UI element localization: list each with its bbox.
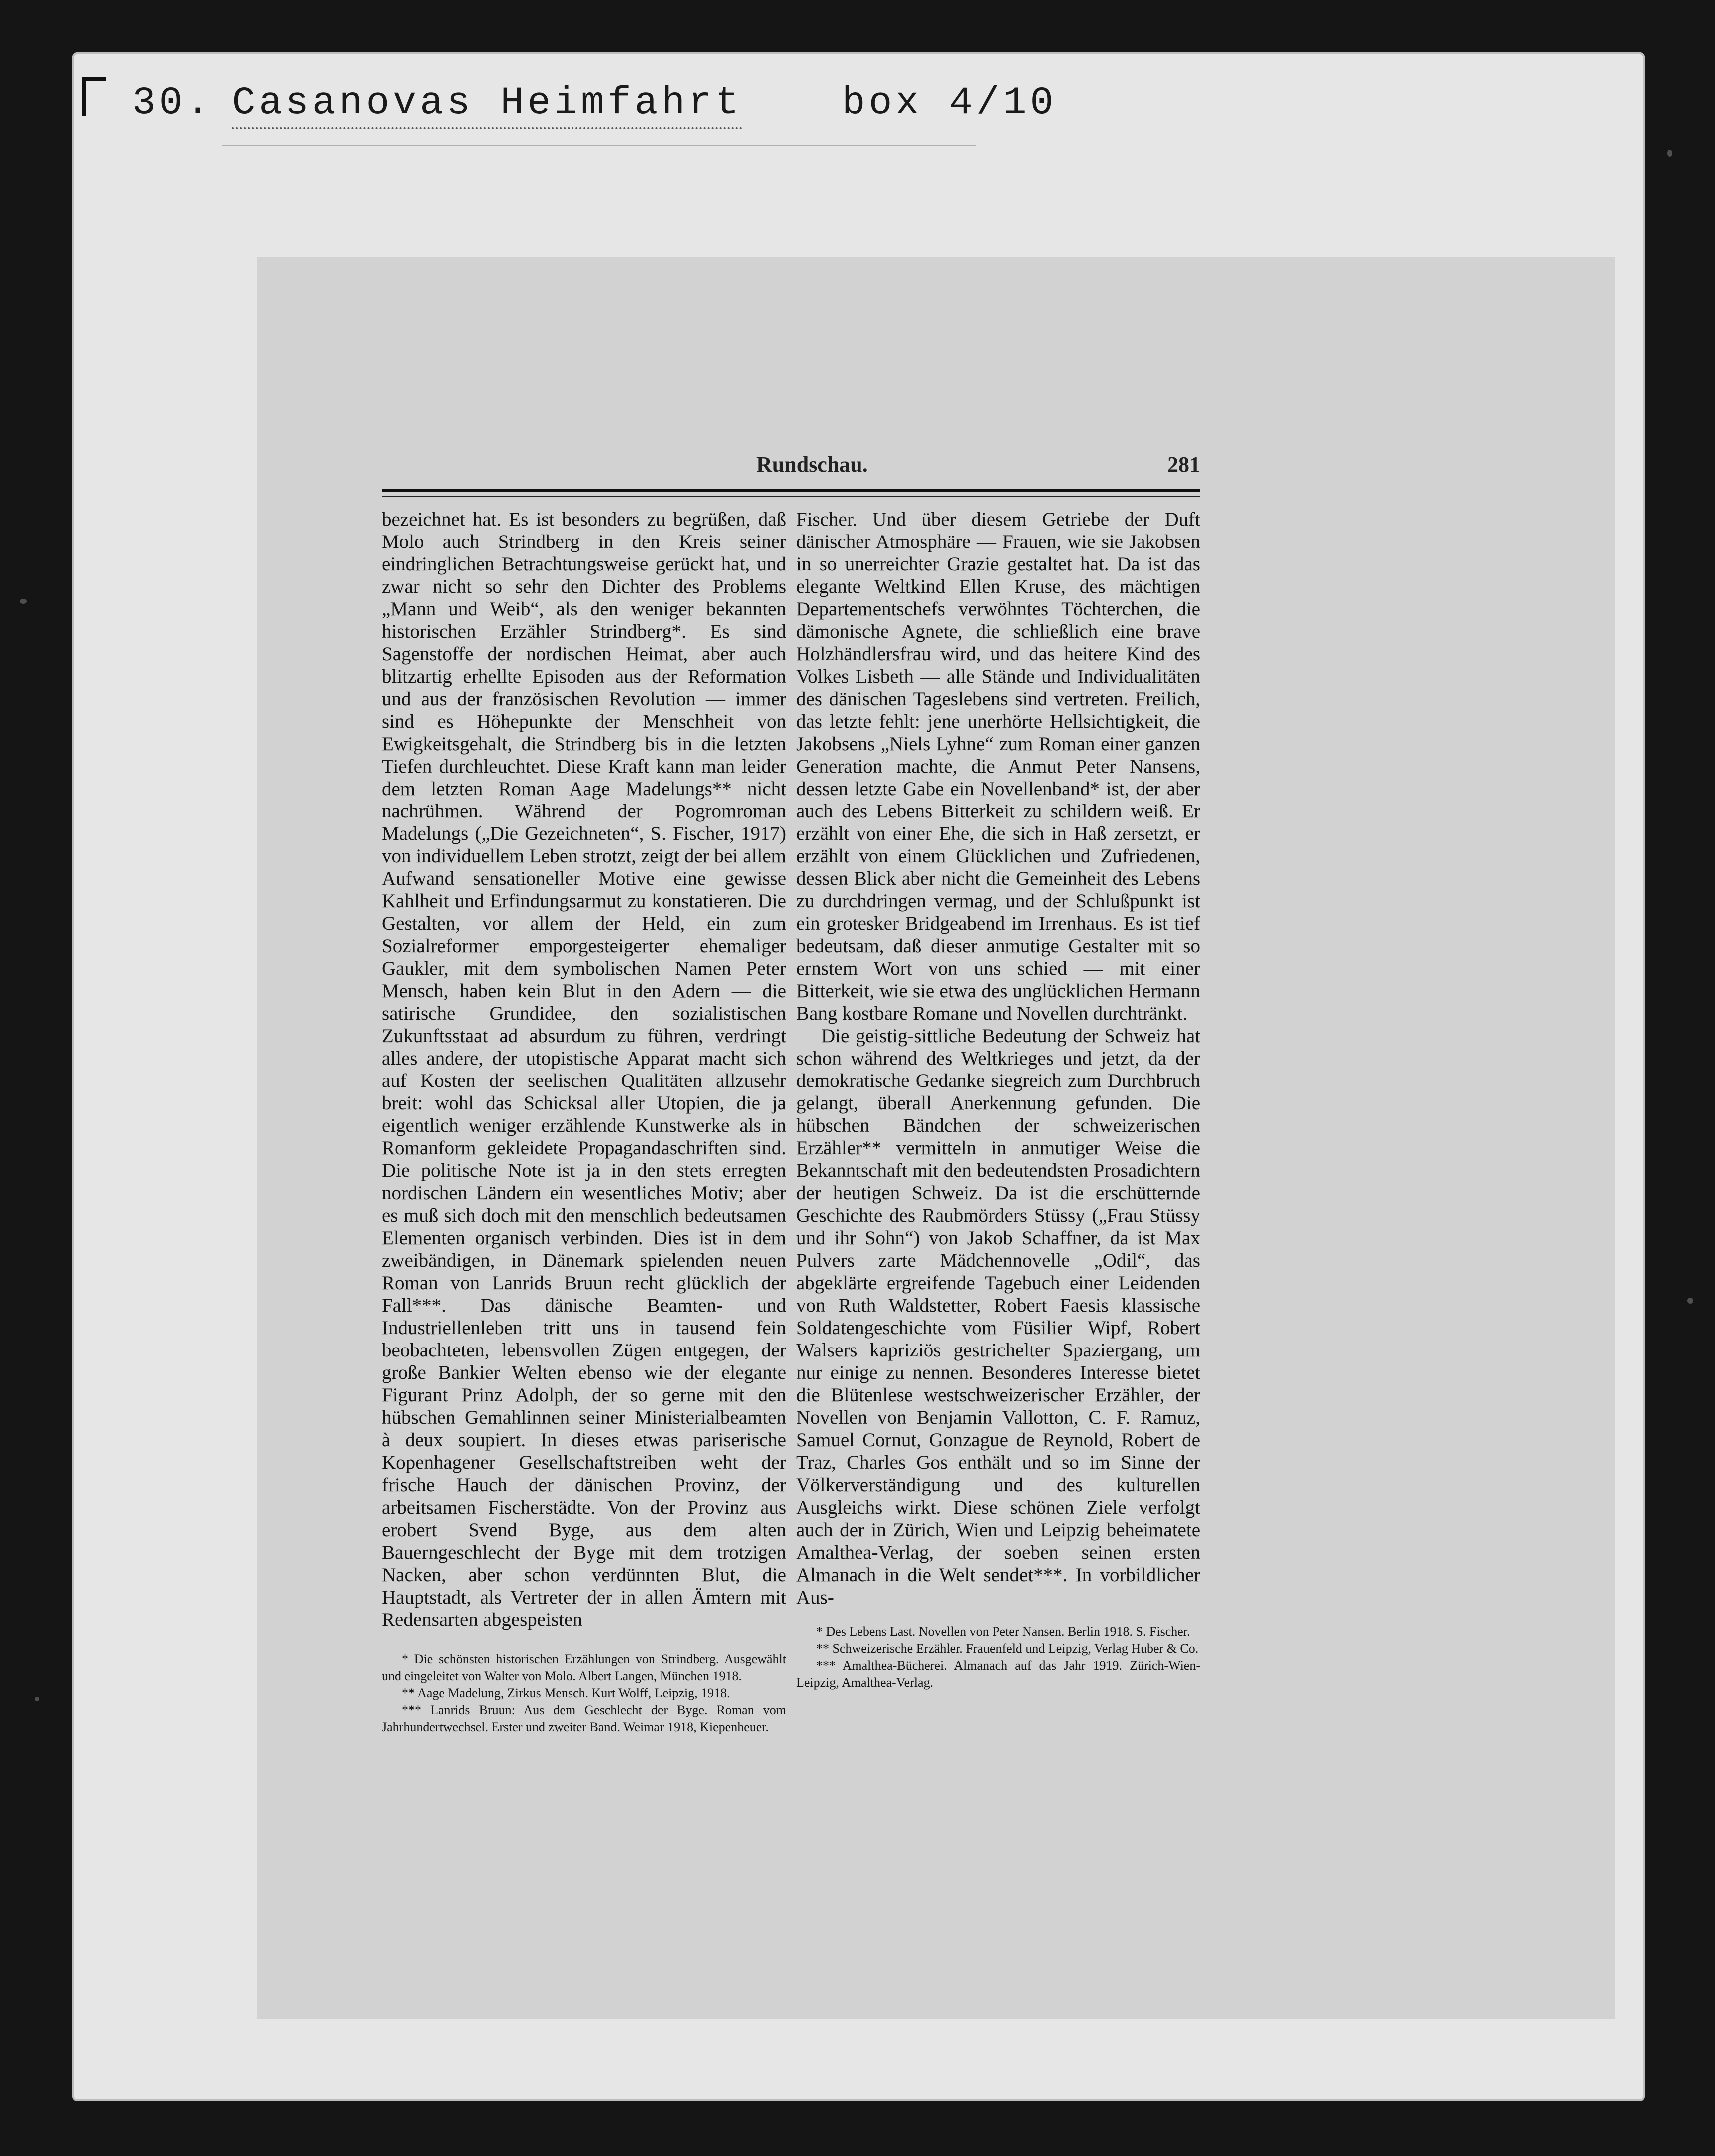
- scan-speckle: [20, 599, 27, 604]
- right-column-paragraph: Die geistig-sittliche Bedeutung der Schweiz hat schon während des Weltkrieges und jetzt, da der demokratische Gedanke siegreich zum Durchbruch gelangt, überall Anerkennung gefunden. Die hübschen Bändchen der schweizerischen Erzähler** vermitteln in anmutiger Weise die Bekanntschaft mit den bedeutendsten Prosadichtern der heutigen Schweiz. Da ist die erschütternde Geschichte des Raubmörders Stüssy („Frau Stüssy und ihr Sohn“) von Jakob Schaffner, da ist Max Pulvers zarte Mädchennovelle „Odil“, das abgeklärte ergreifende Tagebuch einer Leidenden von Ruth Waldstetter, Robert Faesis klassische Soldatengeschichte vom Füsilier Wipf, Robert Walsers kapriziös gestrichelter Spaziergang, um nur einige zu nennen. Besonderes Interesse bietet die Blütenlese westschweizerischer Erzähler, der Novellen von Benjamin Vallotton, C. F. Ramuz, Samuel Cornut, Gonzague de Reynold, Robert de Traz, Charles Gos enthält und so im Sinne der Völkerverständigung und des kulturellen Ausgleichs wirkt. Diese schönen Ziele verfolgt auch der in Zürich, Wien und Leipzig beheimatete Amalthea-Verlag, der soeben seinen ersten Almanach in die Welt sendet***. In vorbildlicher Aus-: [796, 1025, 1200, 1608]
- left-column-text: bezeichnet hat. Es ist besonders zu begrüßen, daß Molo auch Strindberg in den Kreis seiner eindringlichen Betrachtungsweise gerückt hat, und zwar nicht so sehr den Dichter des Problems „Mann und Weib“, als den weniger bekannten historischen Erzähler Strindberg*. Es sind Sagenstoffe der nordischen Heimat, aber auch blitzartig erhellte Episoden aus der Reformation und aus der französischen Revolution — immer sind es Höhepunkte der Menschheit von Ewigkeitsgehalt, die Strindberg bis in die letzten Tiefen durchleuchtet. Diese Kraft kann man leider dem letzten Roman Aage Madelungs** nicht nachrühmen. Während der Pogromroman Madelungs („Die Gezeichneten“, S. Fischer, 1917) von individuellem Leben strotzt, zeigt der bei allem Aufwand sensationeller Motive eine gewisse Kahlheit und Erfindungsarmut zu konstatieren. Die Gestalten, vor allem der Held, ein zum Sozialreformer emporgesteigerter ehemaliger Gaukler, mit dem symbolischen Namen Peter Mensch, haben kein Blut in den Adern — die satirische Grundidee, den sozialistischen Zukunftsstaat ad absurdum zu führen, verdringt alles andere, der utopistische Apparat macht sich auf Kosten der seelischen Qualitäten allzusehr breit: wohl das Schicksal aller Utopien, die ja eigentlich weniger erzählende Kunstwerke als in Romanform gekleidete Propagandaschriften sind. Die politische Note ist ja in den stets erregten nordischen Ländern ein wesentliches Motiv; aber es muß sich doch mit den menschlich bedeutsamen Elementen organisch verbinden. Dies ist in dem zweibändigen, in Dänemark spielenden neuen Roman von Lanrids Bruun recht glücklich der Fall***. Das dänische Beamten- und Industriellenleben tritt uns in tausend fein beobachteten, lebensvollen Zügen entgegen, der große Bankier Welten ebenso wie der elegante Figurant Prinz Adolph, der so gerne mit den hübschen Gemahlinnen seiner Ministerialbeamten à deux soupiert. In dieses etwas pariserische Kopenhagener Gesellschaftstreiben weht der frische Hauch der dänischen Provinz, der arbeitsamen Fischerstädte. Von der Provinz aus erobert Svend Byge, aus dem alten Bauerngeschlecht der Byge mit dem trotzigen Nacken, aber schon verdünnten Blut, die Hauptstadt, als Vertreter der in allen Ämtern mit Redensarten abgespeisten: [382, 509, 786, 1630]
- right-column-paragraph: Fischer. Und über diesem Getriebe der Duft dänischer Atmosphäre — Frauen, wie sie Jakobsen in so unerreichter Grazie gestaltet hat. Da ist das elegante Weltkind Ellen Kruse, des mächtigen Departementschefs verwöhntes Töchterchen, die dämonische Agnete, die schließlich eine brave Holzhändlersfrau wird, und das heitere Kind des Volkes Lisbeth — alle Stände und Individualitäten des dänischen Tageslebens sind vertreten. Freilich, das letzte fehlt: jene unerhörte Hellsichtigkeit, die Jakobsens „Niels Lyhne“ zum Roman einer ganzen Generation machte, die Anmut Peter Nansens, dessen letzte Gabe ein Novellenband* ist, der aber auch des Lebens Bitterkeit zu schildern weiß. Er erzählt von einer Ehe, die sich in Haß zersetzt, er erzählt von einem Glücklichen und Zufriedenen, dessen Blick aber nicht die Gemeinheit des Lebens zu durchdringen vermag, und der Schlußpunkt ist ein grotesker Bridgeabend im Irrenhaus. Es ist tief bedeutsam, daß dieser anmutige Gestalter mit so ernstem Wort von uns schied — mit einer Bitterkeit, wie sie etwa des unglücklichen Hermann Bang kostbare Romane und Novellen durchtränkt.: [796, 509, 1200, 1024]
- right-footnotes: [796, 1623, 1200, 1691]
- card-header: [132, 81, 1057, 125]
- left-column: [382, 508, 786, 1736]
- left-footnotes: [382, 1651, 786, 1736]
- header-rule-thin: [382, 496, 1200, 497]
- card-number: 30.: [132, 81, 213, 125]
- footnote: *** Amalthea-Bücherei. Almanach auf das Jahr 1919. Zürich-Wien-Leipzig, Amalthea-Verlag.: [796, 1658, 1200, 1690]
- scan-speckle: [1667, 150, 1672, 157]
- page-number: 281: [1167, 452, 1200, 477]
- footnote: ** Schweizerische Erzähler. Frauenfeld und Leipzig, Verlag Huber & Co.: [816, 1641, 1199, 1656]
- box-label: box 4/10: [842, 81, 1057, 125]
- running-head: Rundschau.: [756, 452, 868, 477]
- newspaper-clipping: [257, 257, 1615, 2019]
- card-corner-mark: [82, 77, 106, 116]
- scan-speckle: [1687, 1298, 1693, 1304]
- footnote: ** Aage Madelung, Zirkus Mensch. Kurt Wolff, Leipzig, 1918.: [402, 1686, 730, 1700]
- scan-speckle: [35, 1697, 39, 1701]
- footnote: *** Lanrids Bruun: Aus dem Geschlecht der Byge. Roman vom Jahrhundertwechsel. Erster und zweiter Band. Weimar 1918, Kiepenheuer.: [382, 1703, 786, 1734]
- header-rule-thick: [382, 489, 1200, 492]
- right-column: [796, 508, 1200, 1691]
- page-header: [382, 452, 1200, 482]
- card-title: Casanovas Heimfahrt: [232, 81, 742, 129]
- archive-card: [72, 52, 1645, 2101]
- footnote: * Die schönsten historischen Erzählungen von Strindberg. Ausgewählt und eingeleitet von Walter von Molo. Albert Langen, München 1918.: [382, 1652, 786, 1683]
- card-header-underline: [222, 145, 976, 146]
- footnote: * Des Lebens Last. Novellen von Peter Nansen. Berlin 1918. S. Fischer.: [816, 1624, 1190, 1639]
